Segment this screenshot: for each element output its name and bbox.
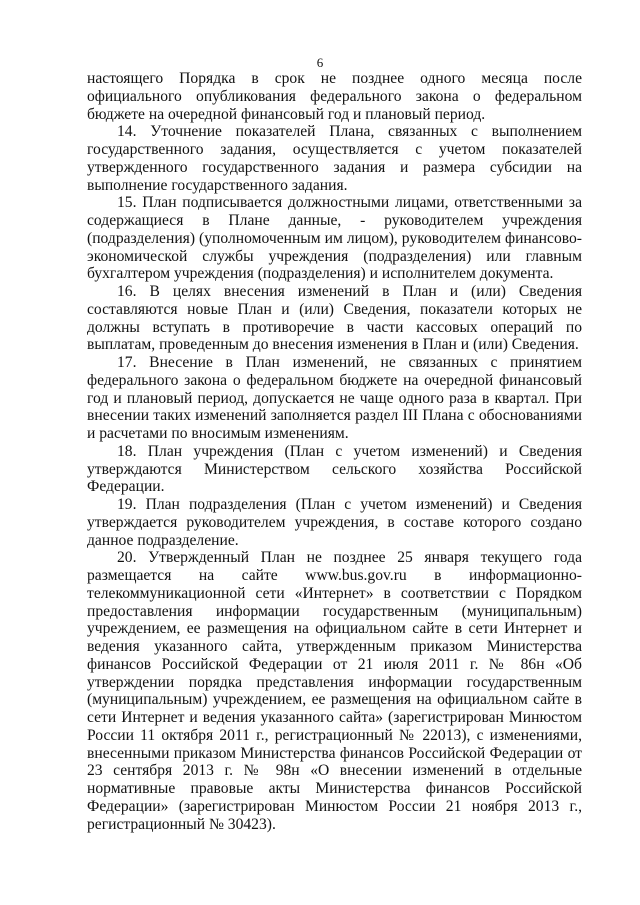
paragraph-continuation: настоящего Порядка в срок не позднее одного месяца после официального опубликования федерального закона о федеральном бюджете на очередной финансовый год и плановый период. — [87, 70, 582, 123]
paragraph-17: 17. Внесение в План изменений, не связанных с принятием федерального закона о федеральном бюджете на очередной финансовый год и плановый период, допускается не чаще одного раза в квартал. При внесении таких изменений заполняется раздел III Плана с обоснованиями и расчетами по вносимым изменениям. — [87, 354, 582, 442]
paragraph-15: 15. План подписывается должностными лицами, ответственными за содержащиеся в Плане данные, - руководителем учреждения (подразделения) (уполномоченным им лицом), руководителем финансово-экономической службы учреждения (подразделения) или главным бухгалтером учреждения (подразделения) и исполнителем документа. — [87, 194, 582, 283]
paragraph-18: 18. План учреждения (План с учетом изменений) и Сведения утверждаются Министерством сельского хозяйства Российской Федерации. — [87, 442, 582, 496]
paragraph-20: 20. Утвержденный План не позднее 25 января текущего года размещается на сайте www.bus.gov.ru в информационно-телекоммуникационной сети «Интернет» в соответствии с Порядком предоставления информации государственным (муниципальным) учреждением, ее размещения на официальном сайте в сети Интернет и ведения указанного сайта, утвержденным приказом Министерства финансов Российской Федерации от 21 июля 2011 г. № 86н «Об утверждении порядка представления информации государственным (муниципальным) учреждением, ее размещения на официальном сайте в сети Интернет и ведения указанного сайта» (зарегистрирован Минюстом России 11 октября 2011 г., регистрационный № 22013), с изменениями, внесенными приказом Министерства финансов Российской Федерации от 23 сентября 2013 г. № 98н «О внесении изменений в отдельные нормативные правовые акты Министерства финансов Российской Федерации» (зарегистрирован Минюстом России 21 ноября 2013 г., регистрационный № 30423). — [87, 549, 582, 833]
document-body — [87, 70, 582, 833]
page-number: 6 — [316, 55, 324, 70]
paragraph-16: 16. В целях внесения изменений в План и (или) Сведения составляются новые План и (или) Сведения, показатели которых не должны вступать в противоречие в части кассовых операций по выплатам, проведенным до внесения изменения в План и (или) Сведения. — [87, 283, 582, 354]
paragraph-19: 19. План подразделения (План с учетом изменений) и Сведения утверждается руководителем учреждения, в составе которого создано данное подразделение. — [87, 496, 582, 549]
paragraph-14: 14. Уточнение показателей Плана, связанных с выполнением государственного задания, осуществляется с учетом показателей утвержденного государственного задания и размера субсидии на выполнение государственного задания. — [87, 123, 582, 194]
